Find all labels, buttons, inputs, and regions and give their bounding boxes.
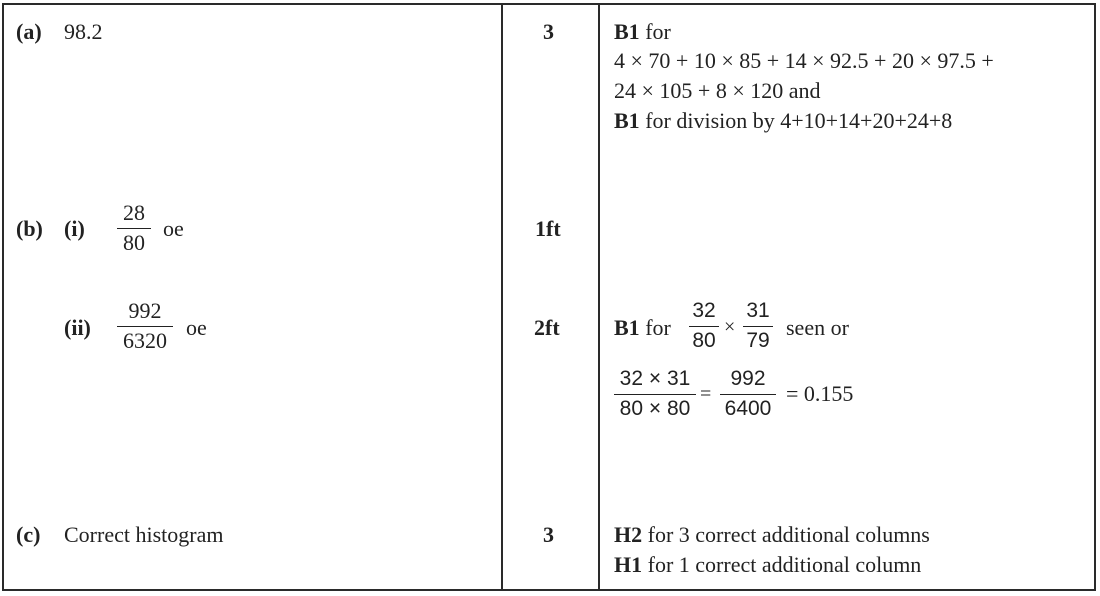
numerator: 28 xyxy=(123,200,145,225)
part-c-label: (c) xyxy=(16,522,41,547)
part-b-label: (b) xyxy=(16,216,43,241)
mark-code: B1 xyxy=(614,19,640,44)
note-text: for 3 correct additional columns xyxy=(647,522,930,547)
part-a-note-line-3: 24 × 105 + 8 × 120 and xyxy=(614,78,821,103)
mark-code: B1 xyxy=(614,108,640,133)
equals-symbol: = xyxy=(700,383,712,405)
denominator: 6400 xyxy=(724,397,772,420)
numerator: 31 xyxy=(746,299,770,322)
note-text: for xyxy=(645,19,671,44)
fraction-bar xyxy=(720,394,776,395)
note-fraction-31-79 xyxy=(743,298,773,354)
part-b-i-label: (i) xyxy=(64,216,85,241)
part-b-i-oe: oe xyxy=(163,216,184,241)
denominator: 80 × 80 xyxy=(619,397,691,420)
column-divider-marks-notes xyxy=(598,3,600,591)
fraction-bar xyxy=(117,228,151,229)
part-c-note-line-2 xyxy=(614,552,921,578)
denominator: 80 xyxy=(123,230,145,255)
mark-scheme-table xyxy=(2,3,1096,591)
part-a-note-line-4 xyxy=(614,108,952,134)
part-a-answer: 98.2 xyxy=(64,19,103,44)
part-a-note-line-1 xyxy=(614,19,671,45)
part-b-ii-marks: 2ft xyxy=(534,315,560,340)
note-text: for division by 4+10+14+20+24+8 xyxy=(645,108,953,133)
part-b-i-fraction xyxy=(117,200,151,256)
part-a-label: (a) xyxy=(16,19,42,44)
mark-code: B1 xyxy=(614,315,640,340)
note-fraction-32-80 xyxy=(689,298,719,354)
fraction-bar xyxy=(689,326,719,327)
part-b-i-marks: 1ft xyxy=(535,216,561,241)
part-b-ii-note-b1 xyxy=(614,315,671,341)
result-value: = 0.155 xyxy=(786,381,854,406)
fraction-bar xyxy=(117,326,173,327)
part-b-ii-fraction xyxy=(117,298,173,354)
denominator: 79 xyxy=(746,329,770,352)
note-text: for xyxy=(645,315,671,340)
numerator: 32 xyxy=(692,299,716,322)
fraction-bar xyxy=(614,394,696,395)
times-symbol: × xyxy=(724,316,736,338)
part-c-answer: Correct histogram xyxy=(64,522,224,547)
part-c-note-line-1 xyxy=(614,522,930,548)
numerator: 992 xyxy=(730,367,766,390)
part-b-ii-oe: oe xyxy=(186,315,207,340)
note-text: for 1 correct additional column xyxy=(647,552,922,577)
seen-or-text: seen or xyxy=(786,315,849,340)
fraction-bar xyxy=(743,326,773,327)
numerator: 992 xyxy=(128,298,162,323)
mark-code: H1 xyxy=(614,552,643,577)
part-b-ii-label: (ii) xyxy=(64,315,91,340)
part-a-note-line-2: 4 × 70 + 10 × 85 + 14 × 92.5 + 20 × 97.5 + xyxy=(614,48,994,73)
part-a-marks: 3 xyxy=(543,19,554,44)
column-divider-answer-marks xyxy=(501,3,503,591)
denominator: 6320 xyxy=(123,328,167,353)
denominator: 80 xyxy=(692,329,716,352)
mark-code: H2 xyxy=(614,522,643,547)
note-fraction-32x31-80x80 xyxy=(614,366,696,422)
note-fraction-992-6400 xyxy=(720,366,776,422)
numerator: 32 × 31 xyxy=(619,367,691,390)
part-c-marks: 3 xyxy=(543,522,554,547)
